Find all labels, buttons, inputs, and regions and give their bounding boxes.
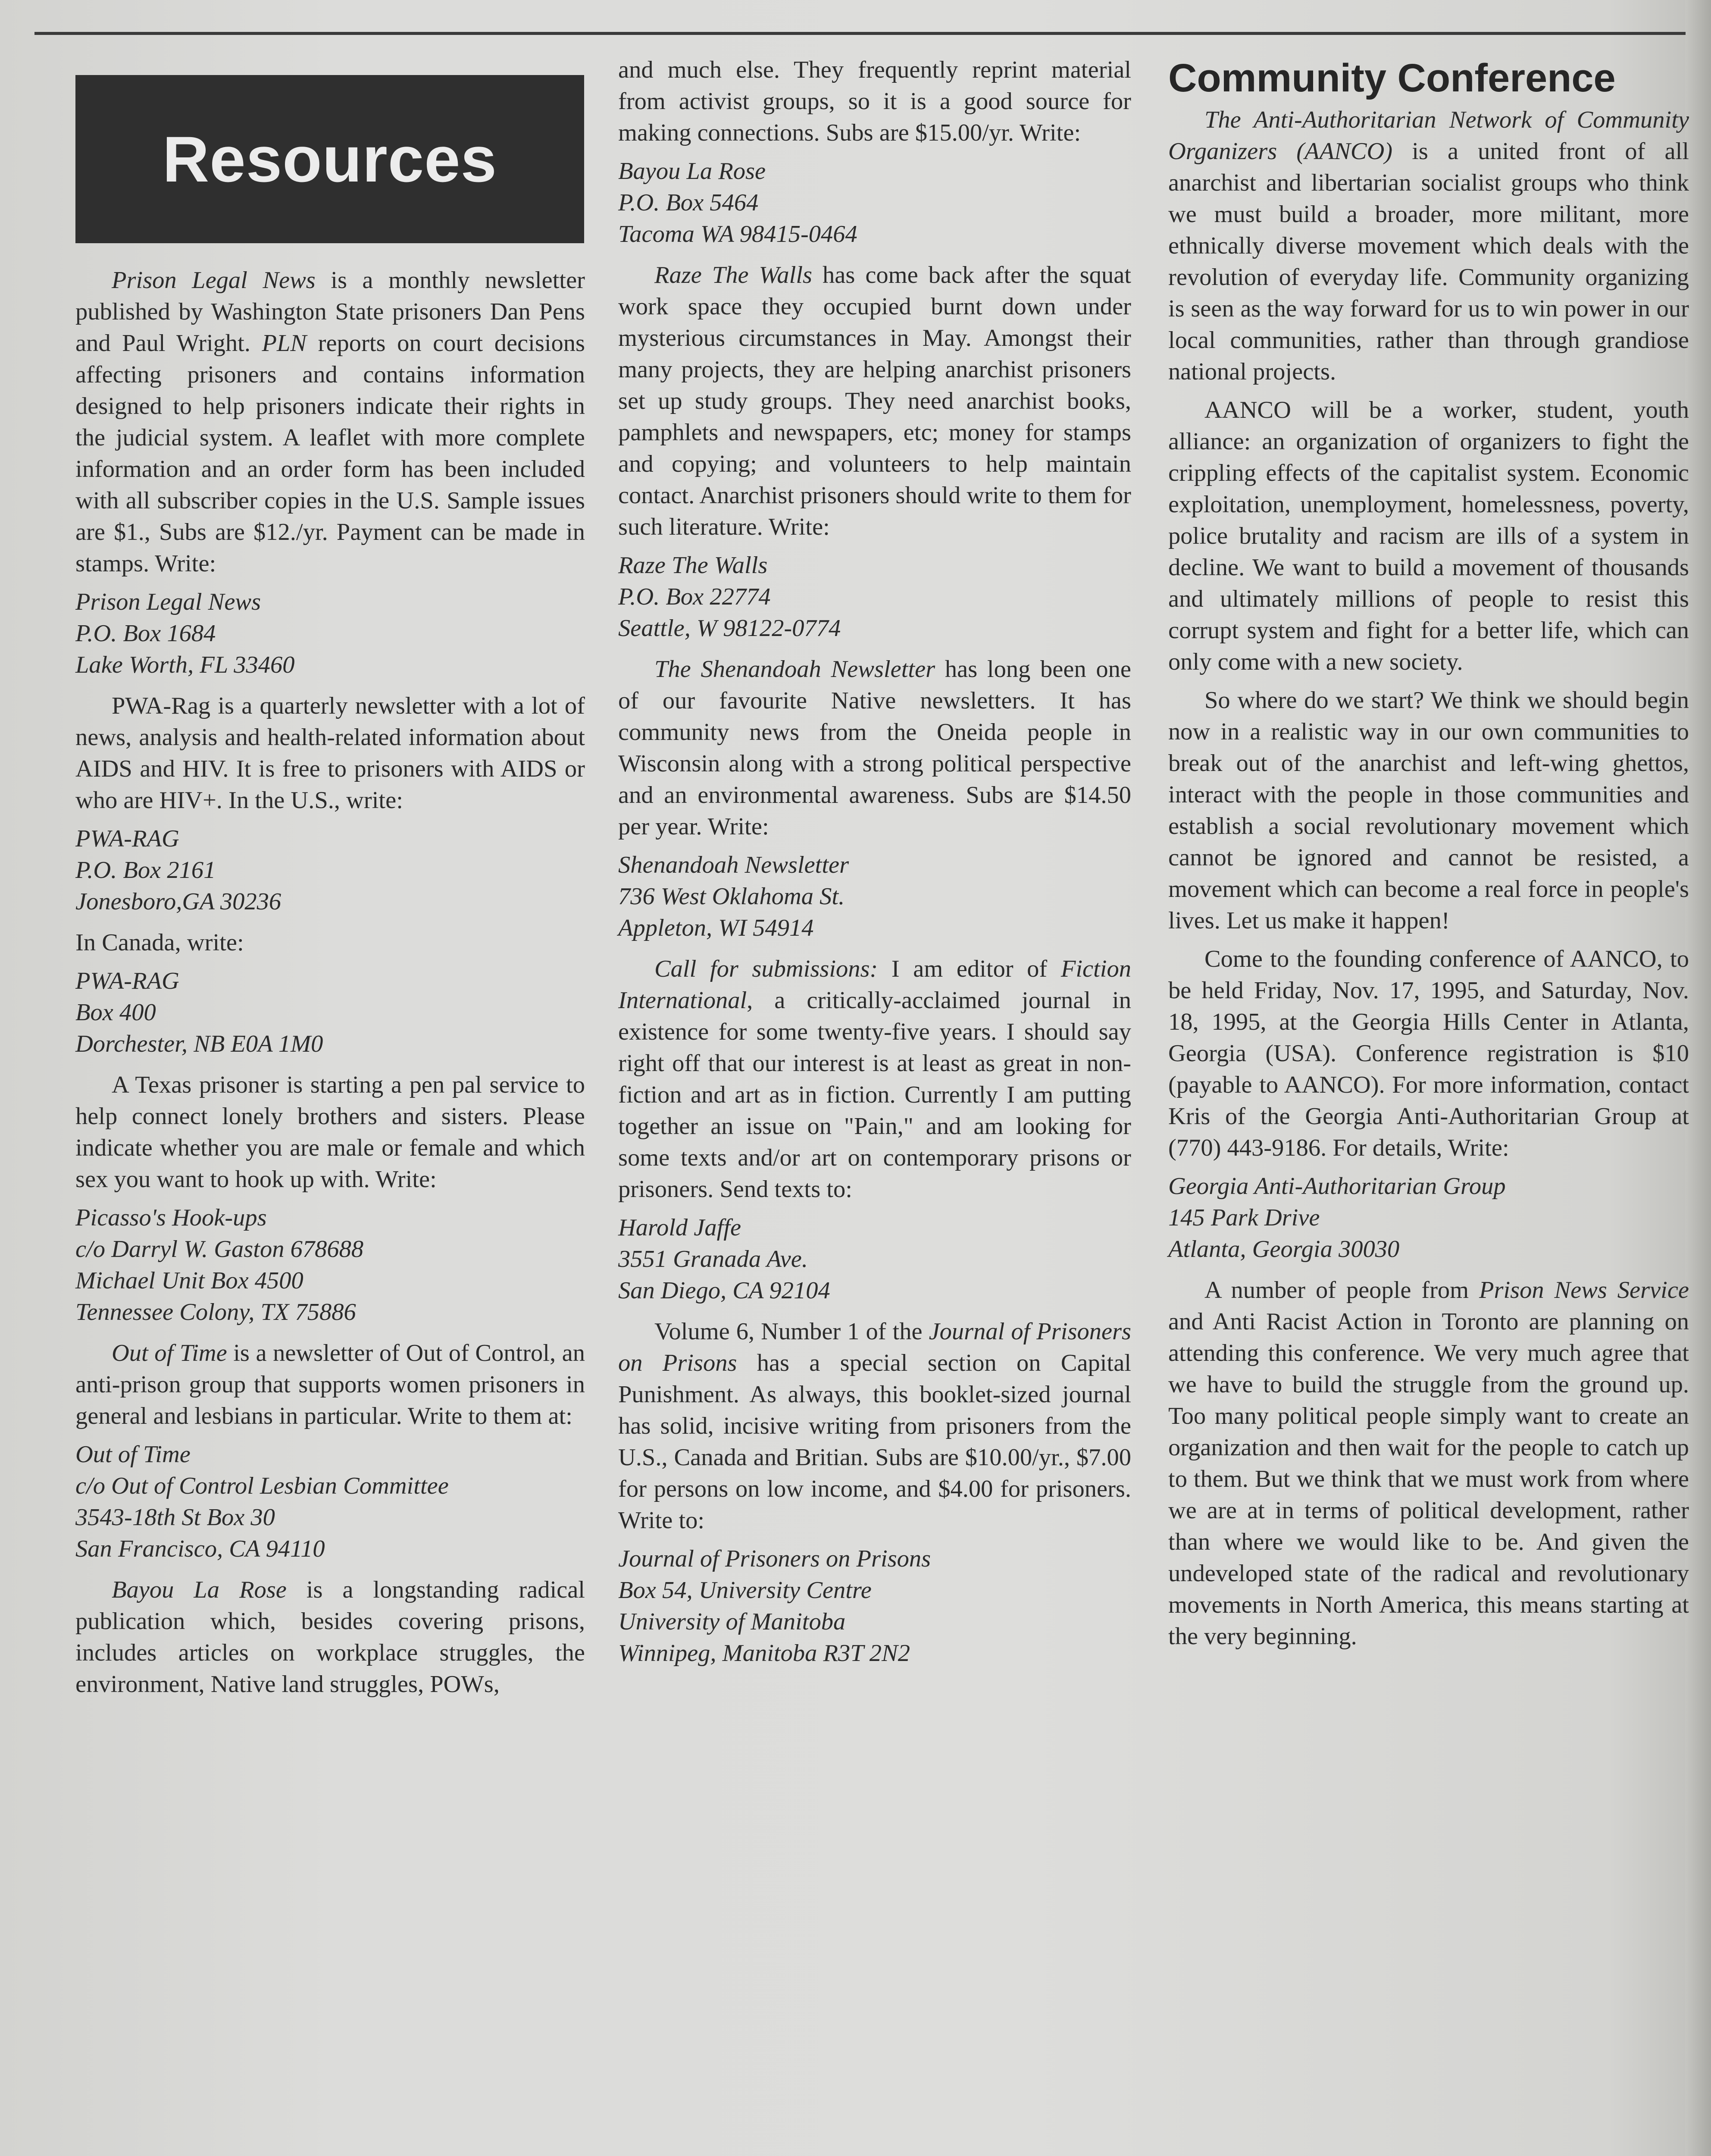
resources-banner xyxy=(75,75,584,243)
column-2 xyxy=(618,54,1131,1679)
resources-title: Resources xyxy=(162,122,497,195)
column-3 xyxy=(1168,54,1689,1659)
top-rule xyxy=(34,32,1686,35)
paragraph: PWA-Rag is a quarterly newsletter with a lot of news, analysis and health-related information about AIDS and HIV. It is free to prisoners with AIDS or who are HIV+. In the U.S., write: xyxy=(75,693,585,814)
address-block: Bayou La Rose P.O. Box 5464 Tacoma WA 98415-0464 xyxy=(618,158,857,248)
address-block: Prison Legal News P.O. Box 1684 Lake Worth, FL 33460 xyxy=(75,589,295,678)
paragraph: The Shenandoah Newsletter has long been one of our favourite Native newsletters. It has community news from the Oneida people in Wisconsin along with a strong political perspective and an environmental awareness. Subs are $14.50 per year. Write: xyxy=(618,656,1131,840)
paragraph: and much else. They frequently reprint material from activist groups, so it is a good source for making connections. Subs are $15.00/yr. Write: xyxy=(618,56,1131,146)
paragraph: Volume 6, Number 1 of the Journal of Prisoners on Prisons has a special section on Capital Punishment. As always, this booklet-sized journal has solid, incisive writing from prisoners from the U.S., Canada and Britian. Subs are $10.00/yr., $7.00 for persons on low income, and $4.00 for prisoners. Write to: xyxy=(618,1318,1131,1534)
address-block: Raze The Walls P.O. Box 22774 Seattle, W 98122-0774 xyxy=(618,552,841,642)
paragraph: A number of people from Prison News Service and Anti Racist Action in Toronto are planning on attending this conference. We very much agree that we have to build the struggle from the ground up. Too many political people simply want to create an organization and then wait for the people to catch up to them. But we think that we must work from where we are at in terms of political development, rather than where we would like to be. And given the undeveloped state of the radical and revolutionary movements in North America, this means starting at the very beginning. xyxy=(1168,1277,1689,1650)
address-block: Shenandoah Newsletter 736 West Oklahoma St. Appleton, WI 54914 xyxy=(618,852,849,941)
paragraph: AANCO will be a worker, student, youth alliance: an organization of organizers to fight the crippling effects of the capitalist system. Economic exploitation, unemployment, homelessness, poverty, police brutality and racism are ills of a system in decline. We want to build a movement of thousands and ultimately millions of people to resist this corrupt system and fight for a better life, which can only come with a new society. xyxy=(1168,397,1689,675)
address-block: Harold Jaffe 3551 Granada Ave. San Diego, CA 92104 xyxy=(618,1214,830,1304)
paragraph: Out of Time is a newsletter of Out of Control, an anti-prison group that supports women prisoners in general and lesbians in particular. Write to them at: xyxy=(75,1340,585,1429)
paragraph: In Canada, write: xyxy=(75,929,244,956)
paragraph: Bayou La Rose is a longstanding radical publication which, besides covering prisons, includes articles on workplace struggles, the environment, Native land struggles, POWs, xyxy=(75,1576,585,1698)
address-block: PWA-RAG P.O. Box 2161 Jonesboro,GA 30236 xyxy=(75,825,282,915)
column-1 xyxy=(75,60,585,1707)
paragraph: A Texas prisoner is starting a pen pal service to help connect lonely brothers and sisters. Please indicate whether you are male or female and which sex you want to hook up with. Write: xyxy=(75,1072,585,1193)
address-block: Out of Time c/o Out of Control Lesbian Committee 3543-18th St Box 30 San Francisco, CA 94110 xyxy=(75,1441,449,1562)
paragraph: Call for submissions: I am editor of Fiction International, a critically-acclaimed journal in existence for some twenty-five years. I should say right off that our interest is at least as great in non-fiction and art as in fiction. Currently I am putting together an issue on "Pain," and am looking for some texts and/or art on contemporary prisons or prisoners. Send texts to: xyxy=(618,956,1131,1203)
paragraph: Come to the founding conference of AANCO, to be held Friday, Nov. 17, 1995, and Saturday, Nov. 18, 1995, at the Georgia Hills Center in Atlanta, Georgia (USA). Conference registration is $10 (payable to AANCO). For more information, contact Kris of the Georgia Anti-Authoritarian Group at (770) 443-9186. For details, Write: xyxy=(1168,946,1689,1161)
page-edge xyxy=(1685,0,1711,2156)
address-block: Georgia Anti-Authoritarian Group 145 Park Drive Atlanta, Georgia 30030 xyxy=(1168,1173,1506,1263)
paragraph: So where do we start? We think we should begin now in a realistic way in our own communities to break out of the anarchist and left-wing ghettos, interact with the people in those communities and establish a social revolutionary movement which cannot be ignored and cannot be resisted, a movement which can become a real force in people's lives. Let us make it happen! xyxy=(1168,687,1689,934)
paragraph: Raze The Walls has come back after the squat work space they occupied burnt down under mysterious circumstances in May. Amongst their many projects, they are helping anarchist prisoners set up study groups. They need anarchist books, pamphlets and newspapers, etc; money for stamps and copying; and volunteers to help maintain contact. Anarchist prisoners should write to them for such literature. Write: xyxy=(618,262,1131,540)
address-block: PWA-RAG Box 400 Dorchester, NB E0A 1M0 xyxy=(75,968,323,1057)
address-block: Picasso's Hook-ups c/o Darryl W. Gaston 678688 Michael Unit Box 4500 Tennessee Colony, TX 75886 xyxy=(75,1204,364,1326)
community-conference-title: Community Conference xyxy=(1168,56,1616,100)
paragraph: Prison Legal News is a monthly newsletter published by Washington State prisoners Dan Pens and Paul Wright. PLN reports on court decisions affecting prisoners and contains information designed to help prisoners indicate their rights in the judicial system. A leaflet with more complete information and an order form has been included with all subscriber copies in the U.S. Sample issues are $1., Subs are $12./yr. Payment can be made in stamps. Write: xyxy=(75,267,585,577)
paragraph: The Anti-Authoritarian Network of Community Organizers (AANCO) is a united front of all anarchist and libertarian socialist groups who think we must build a broader, more militant, more ethnically diverse movement which deals with the revolution of everyday life. Community organizing is seen as the way forward for us to win power in our local communities, rather than through grandiose national projects. xyxy=(1168,107,1689,385)
address-block: Journal of Prisoners on Prisons Box 54, University Centre University of Manitoba Winnipeg, Manitoba R3T 2N2 xyxy=(618,1545,931,1667)
